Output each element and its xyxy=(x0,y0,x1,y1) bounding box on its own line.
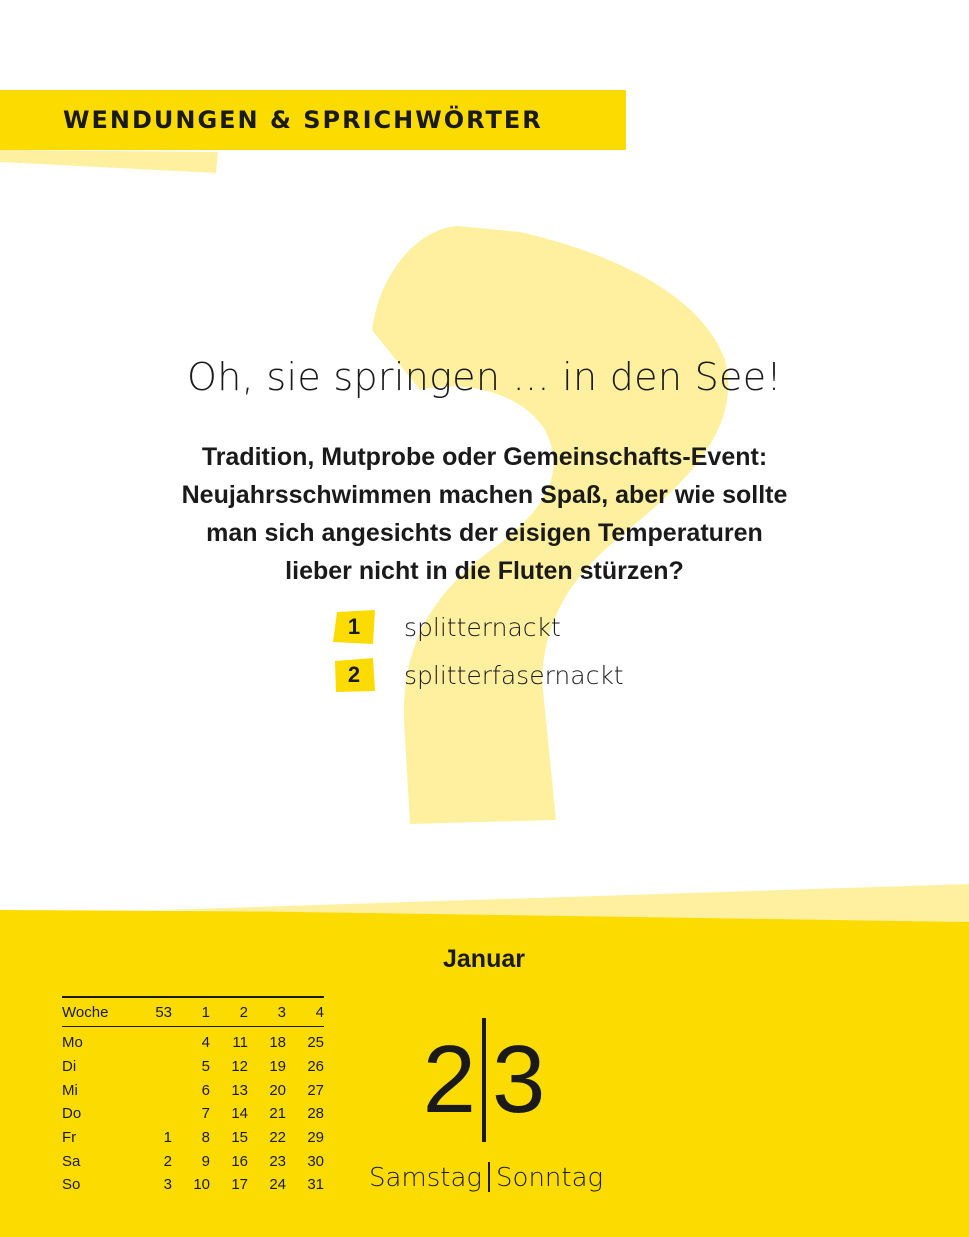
week-number: 1 xyxy=(201,1003,210,1021)
calendar-day: 18 xyxy=(269,1034,286,1052)
weekday-label: So xyxy=(62,1176,81,1194)
category-header xyxy=(0,90,626,150)
week-number: 53 xyxy=(155,1003,172,1021)
weekday-2: Sonntag xyxy=(496,1163,604,1193)
calendar-day: 31 xyxy=(307,1176,324,1194)
option-text: splitternackt xyxy=(404,612,561,642)
calendar-day: 21 xyxy=(269,1105,286,1123)
calendar-day: 19 xyxy=(269,1058,286,1076)
calendar-day: 22 xyxy=(269,1129,286,1147)
calendar-row xyxy=(62,1173,324,1197)
week-number: 3 xyxy=(277,1003,286,1021)
calendar-row xyxy=(62,1055,324,1079)
weekday-label: Di xyxy=(62,1058,77,1076)
calendar-day: 1 xyxy=(163,1129,172,1147)
calendar-day: 30 xyxy=(307,1152,324,1170)
question-text xyxy=(0,438,969,590)
day-number-2: 3 xyxy=(492,1026,546,1133)
weekday-label: Do xyxy=(62,1105,82,1123)
calendar-day: 14 xyxy=(231,1105,248,1123)
week-number: 4 xyxy=(315,1003,324,1021)
calendar-day: 25 xyxy=(307,1034,324,1052)
calendar-day: 3 xyxy=(163,1176,172,1194)
calendar-day: 20 xyxy=(269,1081,286,1099)
week-number: 2 xyxy=(239,1003,248,1021)
calendar-day: 13 xyxy=(231,1081,248,1099)
calendar-row xyxy=(62,1078,324,1102)
calendar-day: 6 xyxy=(201,1081,210,1099)
calendar-day: 24 xyxy=(269,1176,286,1194)
calendar-day: 12 xyxy=(231,1058,248,1076)
calendar-day: 29 xyxy=(307,1129,324,1147)
calendar-row xyxy=(62,1149,324,1173)
calendar-body xyxy=(62,1031,324,1197)
question-line: lieber nicht in die Fluten stürzen? xyxy=(285,557,684,585)
calendar-day: 11 xyxy=(232,1034,248,1052)
calendar-day: 9 xyxy=(201,1152,210,1170)
weekday-names xyxy=(369,1162,604,1193)
weekday-label: Mo xyxy=(62,1034,83,1052)
month-name: Januar xyxy=(443,945,525,973)
question-line: man sich angesichts der eisigen Temperaturen xyxy=(206,519,763,547)
answer-option-2[interactable] xyxy=(333,655,624,695)
option-number-badge: 1 xyxy=(333,610,375,644)
option-text: splitterfasernackt xyxy=(404,660,624,690)
calendar-day: 15 xyxy=(231,1129,248,1147)
calendar-day: 28 xyxy=(307,1105,324,1123)
weekday-1: Samstag xyxy=(369,1163,483,1193)
day-number-1: 2 xyxy=(422,1026,476,1133)
headline: Oh, sie springen ... in den See! xyxy=(187,355,782,399)
calendar-day: 17 xyxy=(231,1176,248,1194)
date-display xyxy=(369,1015,599,1145)
date-separator xyxy=(482,1018,486,1142)
calendar-header-row xyxy=(62,996,324,1027)
weekday-separator xyxy=(488,1162,490,1192)
weekday-label: Fr xyxy=(62,1129,77,1147)
calendar-day: 26 xyxy=(307,1058,324,1076)
calendar-day: 23 xyxy=(269,1152,286,1170)
week-label: Woche xyxy=(62,1003,109,1021)
question-line: Neujahrsschwimmen machen Spaß, aber wie sollte xyxy=(181,481,788,509)
calendar-day: 7 xyxy=(201,1105,210,1123)
header-swoosh xyxy=(0,150,218,173)
calendar-day: 8 xyxy=(201,1129,210,1147)
calendar-day: 27 xyxy=(307,1081,324,1099)
calendar-day: 4 xyxy=(201,1034,210,1052)
month-calendar xyxy=(62,996,324,1197)
calendar-day: 10 xyxy=(193,1176,210,1194)
calendar-row xyxy=(62,1102,324,1126)
weekday-label: Mi xyxy=(62,1081,78,1099)
weekday-label: Sa xyxy=(62,1152,81,1170)
category-title: WENDUNGEN & SPRICHWÖRTER xyxy=(63,106,543,134)
option-number-badge: 2 xyxy=(333,658,375,692)
calendar-row xyxy=(62,1126,324,1150)
calendar-day: 5 xyxy=(201,1058,210,1076)
question-line: Tradition, Mutprobe oder Gemeinschafts-Event: xyxy=(201,443,768,471)
calendar-day: 16 xyxy=(231,1152,248,1170)
calendar-day: 2 xyxy=(163,1152,172,1170)
answer-option-1[interactable] xyxy=(333,607,561,647)
calendar-row xyxy=(62,1031,324,1055)
